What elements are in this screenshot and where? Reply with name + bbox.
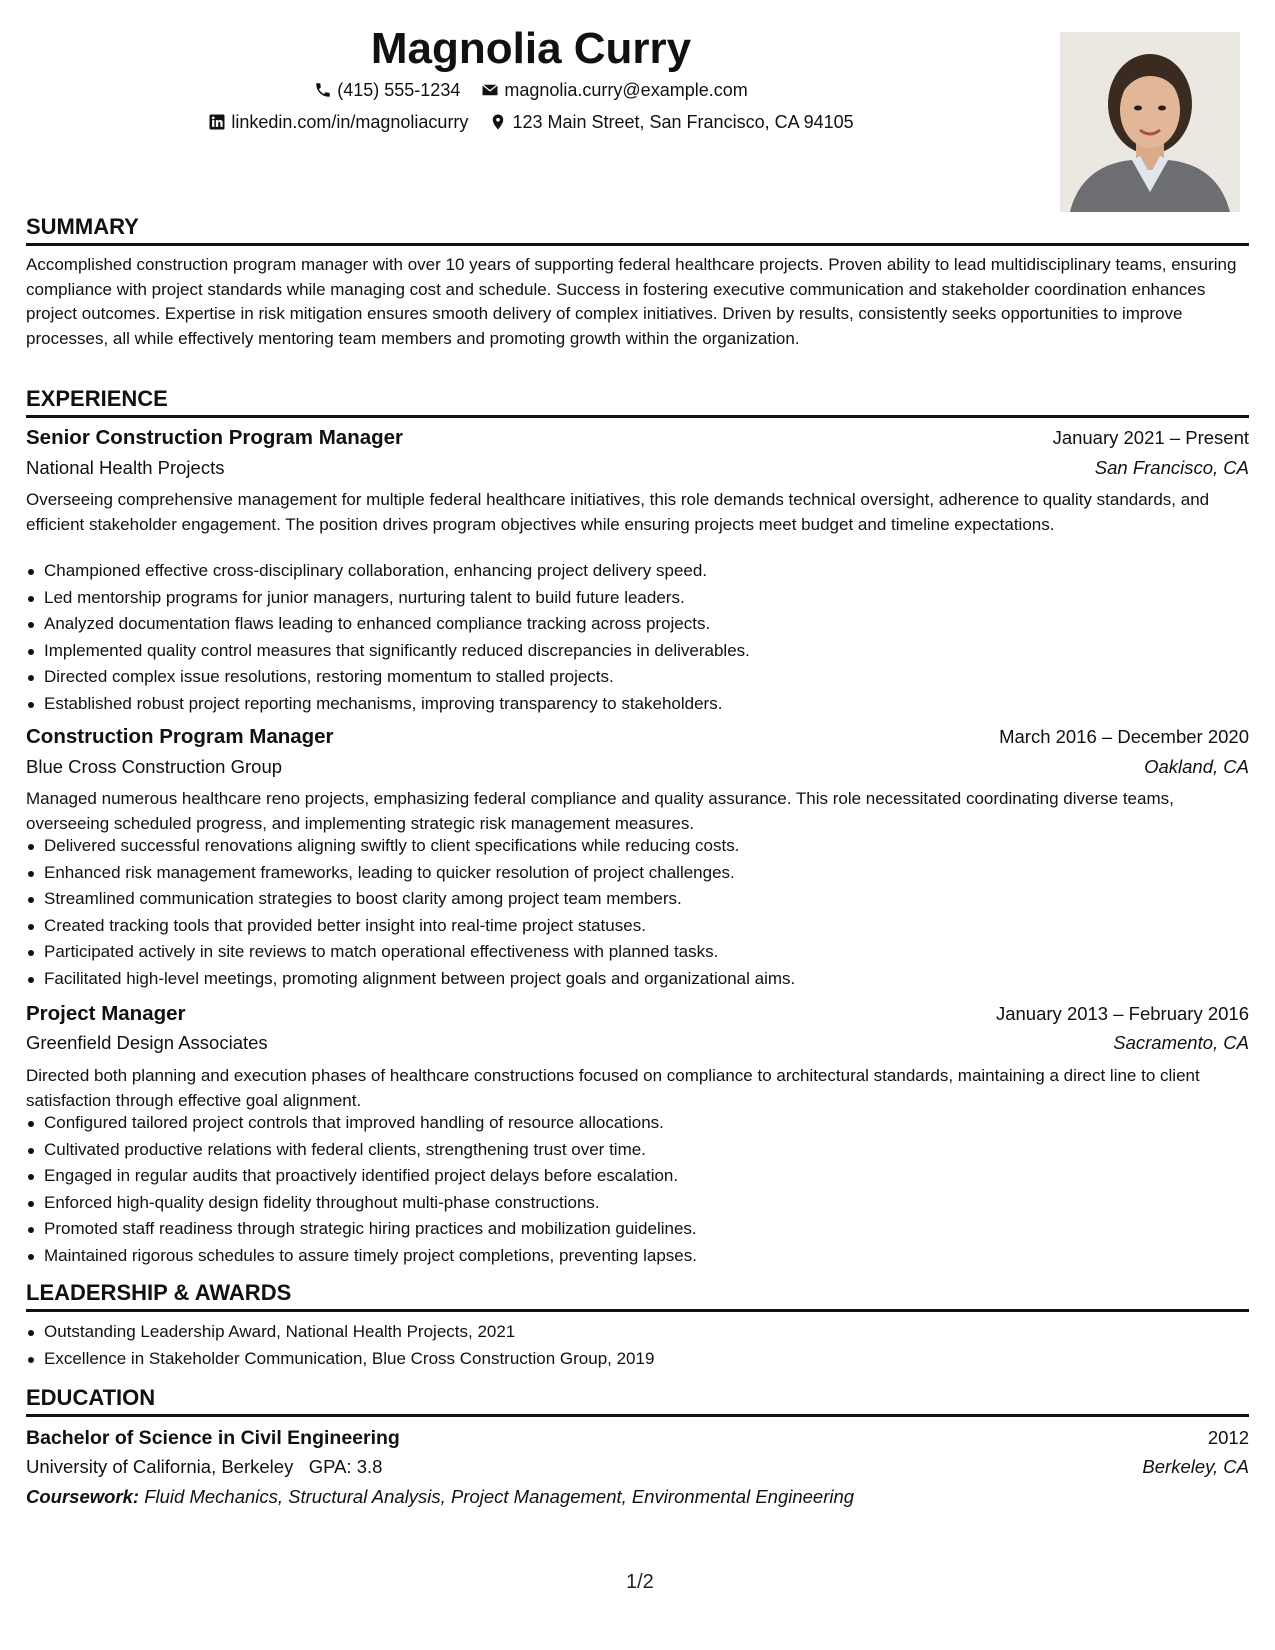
job-title: Construction Program Manager bbox=[26, 725, 334, 748]
job-company: Blue Cross Construction Group bbox=[26, 756, 283, 777]
job-description: Overseeing comprehensive management for multiple federal healthcare initiatives, this role demands technical oversight, adherence to quality standards, and efficient stakeholder engagement. The position drives program objectives while ensuring projects meet budget and timeline expectations. bbox=[26, 490, 1210, 534]
list-item: Facilitated high-level meetings, promoting alignment between project goals and organizational aims. bbox=[44, 966, 1267, 993]
list-item: Enforced high-quality design fidelity throughout multi-phase constructions. bbox=[44, 1190, 1267, 1217]
map-pin-icon bbox=[489, 113, 507, 131]
list-item: Cultivated productive relations with federal clients, strengthening trust over time. bbox=[44, 1137, 1267, 1164]
job-bullets bbox=[26, 833, 1267, 992]
list-item: Excellence in Stakeholder Communication, Blue Cross Construction Group, 2019 bbox=[44, 1346, 1267, 1373]
section-title-education: EDUCATION bbox=[26, 1385, 1249, 1417]
coursework-list: Fluid Mechanics, Structural Analysis, Project Management, Environmental Engineering bbox=[139, 1486, 855, 1507]
list-item: Configured tailored project controls that improved handling of resource allocations. bbox=[44, 1110, 1267, 1137]
coursework-label: Coursework: bbox=[26, 1486, 140, 1507]
resume-page bbox=[26, 0, 1249, 1650]
job-dates: March 2016 – December 2020 bbox=[999, 726, 1249, 747]
section-title-leadership: LEADERSHIP & AWARDS bbox=[26, 1280, 1249, 1312]
phone-contact bbox=[314, 78, 460, 102]
list-item: Delivered successful renovations aligning swiftly to client specifications while reducing costs. bbox=[44, 833, 1267, 860]
resume-header bbox=[26, 22, 1249, 212]
envelope-icon bbox=[481, 81, 499, 99]
list-item: Enhanced risk management frameworks, leading to quicker resolution of project challenges. bbox=[44, 860, 1267, 887]
list-item: Engaged in regular audits that proactively identified project delays before escalation. bbox=[44, 1163, 1267, 1190]
job-title: Senior Construction Program Manager bbox=[26, 426, 404, 449]
list-item: Maintained rigorous schedules to assure timely project completions, preventing lapses. bbox=[44, 1243, 1267, 1270]
list-item: Implemented quality control measures that significantly reduced discrepancies in deliverables. bbox=[44, 638, 1267, 665]
job-dates: January 2021 – Present bbox=[1052, 427, 1249, 448]
job-location: Oakland, CA bbox=[1144, 756, 1249, 777]
linkedin-text[interactable]: linkedin.com/in/magnoliacurry bbox=[231, 112, 469, 132]
section-title-experience: EXPERIENCE bbox=[26, 386, 1249, 418]
summary-text: Accomplished construction program manager with over 10 years of supporting federal healthcare projects. Proven ability to lead multidisciplinary teams, ensuring compliance with project standards while managing cost and schedule. Success in fostering executive communication and stakeholder coordination enhances project outcomes. Expertise in risk mitigation ensures smooth delivery of complex initiatives. Driven by results, consistently seeks opportunities to improve processes, all while effectively mentoring team members and promoting growth within the organization. bbox=[26, 255, 1237, 348]
list-item: Led mentorship programs for junior managers, nurturing talent to build future leaders. bbox=[44, 585, 1267, 612]
school-location: Berkeley, CA bbox=[1142, 1456, 1249, 1477]
job-bullets bbox=[26, 558, 1267, 717]
list-item: Promoted staff readiness through strategic hiring practices and mobilization guidelines. bbox=[44, 1216, 1267, 1243]
contact-row-1 bbox=[26, 78, 1036, 105]
linkedin-contact[interactable] bbox=[208, 110, 468, 134]
list-item: Analyzed documentation flaws leading to enhanced compliance tracking across projects. bbox=[44, 611, 1267, 638]
job-description: Directed both planning and execution phases of healthcare constructions focused on compliance to architectural standards, maintaining a direct line to client satisfaction through effective goal alignment. bbox=[26, 1066, 1200, 1110]
linkedin-icon bbox=[208, 113, 226, 131]
list-item: Streamlined communication strategies to boost clarity among project team members. bbox=[44, 886, 1267, 913]
contact-row-2 bbox=[26, 110, 1036, 137]
awards-list bbox=[26, 1319, 1267, 1372]
job-company: National Health Projects bbox=[26, 457, 225, 478]
job-location: San Francisco, CA bbox=[1094, 457, 1249, 478]
job-location: Sacramento, CA bbox=[1113, 1032, 1249, 1053]
profile-photo bbox=[1060, 32, 1240, 212]
job-dates: January 2013 – February 2016 bbox=[995, 1003, 1249, 1024]
job-title: Project Manager bbox=[26, 1002, 186, 1025]
email-contact[interactable] bbox=[481, 78, 747, 102]
job-company: Greenfield Design Associates bbox=[26, 1032, 268, 1053]
list-item: Participated actively in site reviews to match operational effectiveness with planned tasks. bbox=[44, 939, 1267, 966]
candidate-name: Magnolia Curry bbox=[370, 24, 692, 73]
page-number: 1/2 bbox=[626, 1571, 654, 1593]
job-description: Managed numerous healthcare reno projects, emphasizing federal compliance and quality assurance. This role necessitated coordinating diverse teams, overseeing scheduled progress, and implementing strategic risk management measures. bbox=[26, 789, 1174, 833]
phone-icon bbox=[314, 81, 332, 99]
address-contact bbox=[489, 110, 853, 134]
coursework bbox=[26, 1484, 854, 1510]
email-text[interactable]: magnolia.curry@example.com bbox=[504, 80, 748, 100]
school: University of California, Berkeley GPA: 3.8 bbox=[26, 1456, 383, 1477]
address-text: 123 Main Street, San Francisco, CA 94105 bbox=[512, 112, 854, 132]
list-item: Created tracking tools that provided better insight into real-time project statuses. bbox=[44, 913, 1267, 940]
section-title-summary: SUMMARY bbox=[26, 214, 1249, 246]
graduation-year: 2012 bbox=[1207, 1427, 1249, 1448]
degree: Bachelor of Science in Civil Engineering bbox=[26, 1427, 400, 1449]
phone-text: (415) 555-1234 bbox=[337, 80, 461, 100]
list-item: Championed effective cross-disciplinary collaboration, enhancing project delivery speed. bbox=[44, 558, 1267, 585]
list-item: Outstanding Leadership Award, National Health Projects, 2021 bbox=[44, 1319, 1267, 1346]
list-item: Established robust project reporting mechanisms, improving transparency to stakeholders. bbox=[44, 691, 1267, 718]
job-bullets bbox=[26, 1110, 1267, 1269]
list-item: Directed complex issue resolutions, restoring momentum to stalled projects. bbox=[44, 664, 1267, 691]
